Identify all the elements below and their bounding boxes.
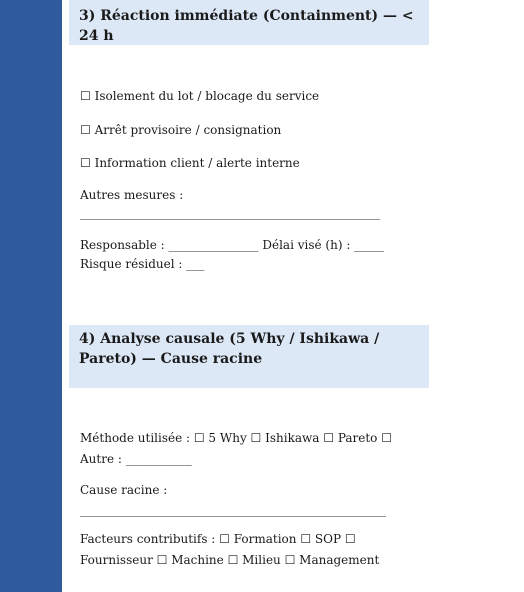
section-4-title: 4) Analyse causale (5 Why / Ishikawa / Pareto) — Cause racine xyxy=(69,325,429,388)
checkbox-information[interactable]: ☐ Information client / alerte interne xyxy=(80,156,300,170)
section-3-title: 3) Réaction immédiate (Containment) — < 24 h xyxy=(69,0,429,45)
methode-utilisee-field[interactable]: Méthode utilisée : ☐ 5 Why ☐ Ishikawa ☐ Pareto ☐ Autre : ___________ xyxy=(80,431,392,466)
autres-mesures-field[interactable]: __________________________________________________ xyxy=(80,206,380,220)
risque-residuel-field[interactable]: Risque résiduel : ___ xyxy=(80,257,205,271)
responsable-delai-field[interactable]: Responsable : _______________ Délai visé (h) : _____ xyxy=(80,238,385,252)
facteurs-contributifs-field[interactable]: Facteurs contributifs : ☐ Formation ☐ SOP ☐ Fournisseur ☐ Machine ☐ Milieu ☐ Management xyxy=(80,532,380,567)
sidebar-band xyxy=(0,0,62,592)
checkbox-isolement[interactable]: ☐ Isolement du lot / blocage du service xyxy=(80,89,320,103)
cause-racine-field[interactable]: ___________________________________________________ xyxy=(80,503,386,517)
autres-mesures-label: Autres mesures : xyxy=(80,188,184,202)
checkbox-arret[interactable]: ☐ Arrêt provisoire / consignation xyxy=(80,123,282,137)
cause-racine-label: Cause racine : xyxy=(80,483,168,497)
